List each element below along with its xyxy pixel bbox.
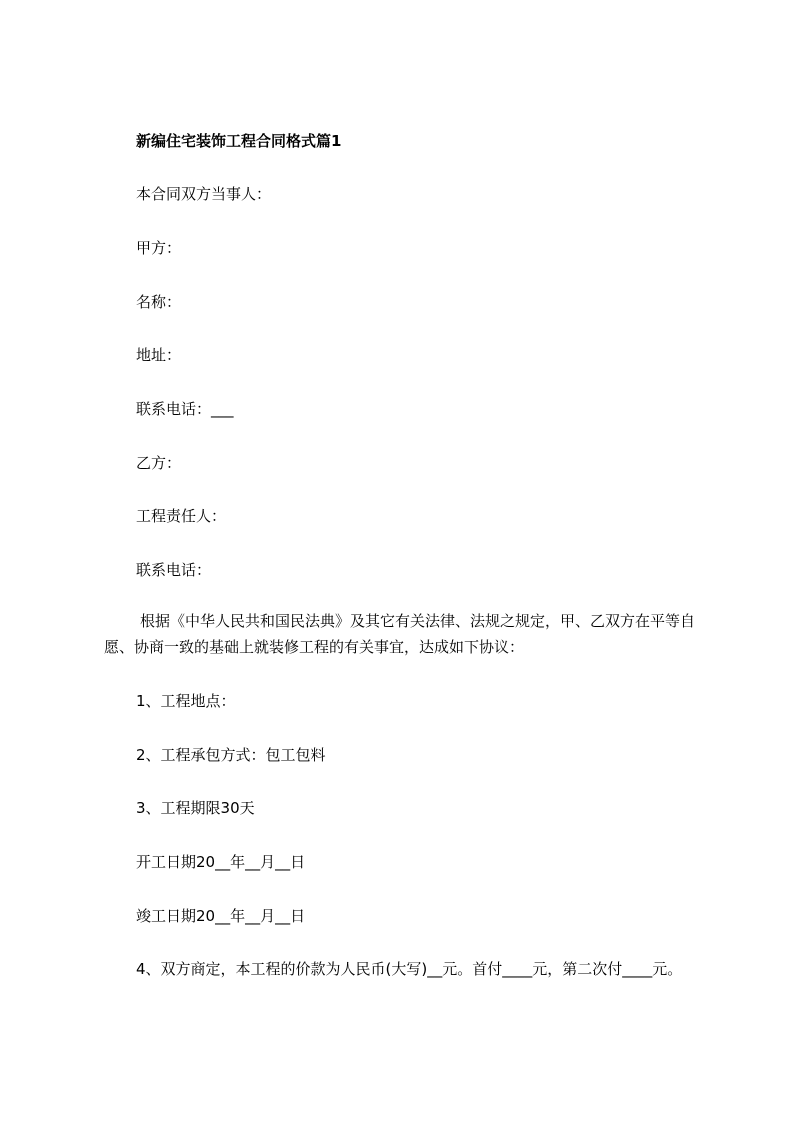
project-manager-label: 工程责任人： (136, 507, 227, 525)
party-b-label: 乙方： (136, 454, 182, 472)
agreement-paragraph-text: 根据《中华人民共和国民法典》及其它有关法律、法规之规定，甲、乙双方在平等自愿、协商一致的基础上就装修工程的有关事宜，达成如下协议： (104, 612, 696, 656)
party-a-label: 甲方： (136, 239, 182, 257)
document-title: 新编住宅装饰工程合同格式篇1 (136, 132, 342, 150)
completion-date: 竣工日期20__年__月__日 (136, 907, 306, 925)
address-field-label: 地址： (136, 346, 182, 364)
name-field-label: 名称： (136, 293, 182, 311)
start-date: 开工日期20__年__月__日 (136, 853, 306, 871)
clause-duration: 3、工程期限30天 (136, 799, 255, 817)
agreement-paragraph (104, 608, 724, 660)
phone-field-label-a: 联系电话：___ (136, 400, 234, 418)
phone-field-label-b: 联系电话： (136, 561, 212, 579)
clause-contract-mode: 2、工程承包方式：包工包料 (136, 746, 326, 764)
parties-heading: 本合同双方当事人： (136, 185, 272, 203)
clause-price: 4、双方商定，本工程的价款为人民币(大写)__元。首付____元，第二次付____元。 (136, 960, 683, 978)
clause-location: 1、工程地点： (136, 692, 236, 710)
